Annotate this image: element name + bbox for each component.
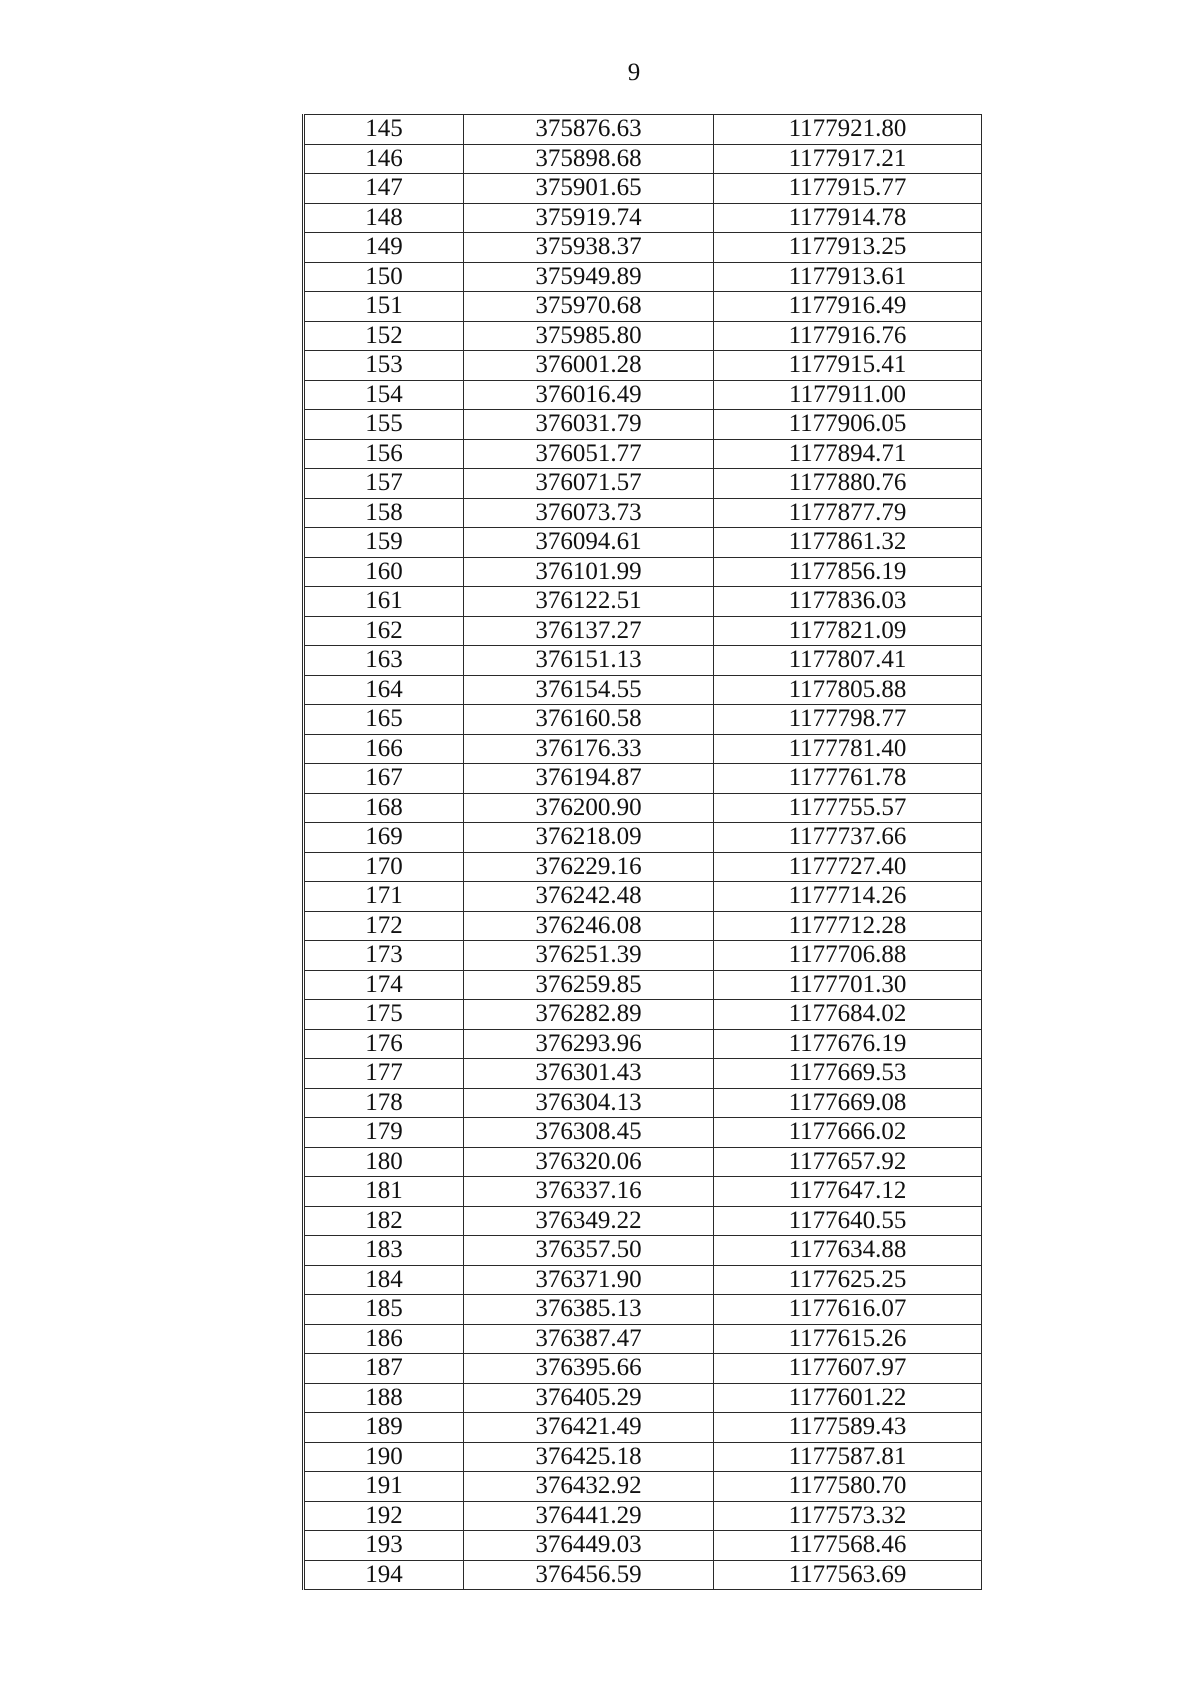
y-coordinate-cell: 1177877.79: [714, 498, 982, 528]
table-row: [304, 1383, 982, 1413]
x-coordinate-cell: 375898.68: [464, 144, 714, 174]
table-row: [304, 1442, 982, 1472]
table-row: [304, 1560, 982, 1590]
y-coordinate-cell: 1177821.09: [714, 616, 982, 646]
table-row: [304, 144, 982, 174]
x-coordinate-cell: 375938.37: [464, 233, 714, 263]
y-coordinate-cell: 1177706.88: [714, 941, 982, 971]
table-row: [304, 1059, 982, 1089]
y-coordinate-cell: 1177915.41: [714, 351, 982, 381]
x-coordinate-cell: 376320.06: [464, 1147, 714, 1177]
x-coordinate-cell: 376246.08: [464, 911, 714, 941]
point-number-cell: 183: [304, 1236, 464, 1266]
table-row: [304, 823, 982, 853]
point-number-cell: 159: [304, 528, 464, 558]
point-number-cell: 163: [304, 646, 464, 676]
y-coordinate-cell: 1177676.19: [714, 1029, 982, 1059]
table-row: [304, 1147, 982, 1177]
point-number-cell: 160: [304, 557, 464, 587]
point-number-cell: 149: [304, 233, 464, 263]
table-row: [304, 1088, 982, 1118]
point-number-cell: 185: [304, 1295, 464, 1325]
x-coordinate-cell: 375919.74: [464, 203, 714, 233]
table-row: [304, 587, 982, 617]
y-coordinate-cell: 1177836.03: [714, 587, 982, 617]
y-coordinate-cell: 1177684.02: [714, 1000, 982, 1030]
x-coordinate-cell: 375985.80: [464, 321, 714, 351]
y-coordinate-cell: 1177861.32: [714, 528, 982, 558]
y-coordinate-cell: 1177805.88: [714, 675, 982, 705]
point-number-cell: 187: [304, 1354, 464, 1384]
x-coordinate-cell: 376051.77: [464, 439, 714, 469]
point-number-cell: 151: [304, 292, 464, 322]
y-coordinate-cell: 1177807.41: [714, 646, 982, 676]
table-row: [304, 1324, 982, 1354]
table-row: [304, 1472, 982, 1502]
point-number-cell: 188: [304, 1383, 464, 1413]
y-coordinate-cell: 1177625.25: [714, 1265, 982, 1295]
x-coordinate-cell: 376449.03: [464, 1531, 714, 1561]
table-row: [304, 557, 982, 587]
point-number-cell: 170: [304, 852, 464, 882]
point-number-cell: 156: [304, 439, 464, 469]
point-number-cell: 190: [304, 1442, 464, 1472]
x-coordinate-cell: 376160.58: [464, 705, 714, 735]
point-number-cell: 178: [304, 1088, 464, 1118]
point-number-cell: 162: [304, 616, 464, 646]
table-row: [304, 793, 982, 823]
x-coordinate-cell: 375901.65: [464, 174, 714, 204]
x-coordinate-cell: 376031.79: [464, 410, 714, 440]
x-coordinate-cell: 376101.99: [464, 557, 714, 587]
table-row: [304, 321, 982, 351]
point-number-cell: 192: [304, 1501, 464, 1531]
x-coordinate-cell: 376371.90: [464, 1265, 714, 1295]
table-row: [304, 882, 982, 912]
table-row: [304, 262, 982, 292]
table-row: [304, 292, 982, 322]
point-number-cell: 157: [304, 469, 464, 499]
x-coordinate-cell: 376242.48: [464, 882, 714, 912]
x-coordinate-cell: 376194.87: [464, 764, 714, 794]
x-coordinate-cell: 375876.63: [464, 115, 714, 145]
table-row: [304, 1029, 982, 1059]
point-number-cell: 147: [304, 174, 464, 204]
table-row: [304, 115, 982, 145]
point-number-cell: 181: [304, 1177, 464, 1207]
y-coordinate-cell: 1177880.76: [714, 469, 982, 499]
table-row: [304, 616, 982, 646]
x-coordinate-cell: 376259.85: [464, 970, 714, 1000]
x-coordinate-cell: 376421.49: [464, 1413, 714, 1443]
y-coordinate-cell: 1177755.57: [714, 793, 982, 823]
y-coordinate-cell: 1177601.22: [714, 1383, 982, 1413]
x-coordinate-cell: 376337.16: [464, 1177, 714, 1207]
x-coordinate-cell: 376441.29: [464, 1501, 714, 1531]
x-coordinate-cell: 376405.29: [464, 1383, 714, 1413]
table-row: [304, 1413, 982, 1443]
table-row: [304, 1354, 982, 1384]
table-row: [304, 764, 982, 794]
table-row: [304, 970, 982, 1000]
y-coordinate-cell: 1177856.19: [714, 557, 982, 587]
y-coordinate-cell: 1177669.53: [714, 1059, 982, 1089]
table-row: [304, 528, 982, 558]
table-row: [304, 469, 982, 499]
y-coordinate-cell: 1177916.76: [714, 321, 982, 351]
table-row: [304, 1118, 982, 1148]
y-coordinate-cell: 1177568.46: [714, 1531, 982, 1561]
coordinate-table: [302, 114, 982, 1590]
x-coordinate-cell: 376301.43: [464, 1059, 714, 1089]
point-number-cell: 177: [304, 1059, 464, 1089]
point-number-cell: 172: [304, 911, 464, 941]
point-number-cell: 166: [304, 734, 464, 764]
x-coordinate-cell: 376385.13: [464, 1295, 714, 1325]
x-coordinate-cell: 376137.27: [464, 616, 714, 646]
y-coordinate-cell: 1177906.05: [714, 410, 982, 440]
x-coordinate-cell: 376282.89: [464, 1000, 714, 1030]
x-coordinate-cell: 376251.39: [464, 941, 714, 971]
table-row: [304, 1295, 982, 1325]
y-coordinate-cell: 1177727.40: [714, 852, 982, 882]
point-number-cell: 194: [304, 1560, 464, 1590]
y-coordinate-cell: 1177921.80: [714, 115, 982, 145]
point-number-cell: 145: [304, 115, 464, 145]
y-coordinate-cell: 1177573.32: [714, 1501, 982, 1531]
y-coordinate-cell: 1177737.66: [714, 823, 982, 853]
x-coordinate-cell: 376016.49: [464, 380, 714, 410]
coordinate-table-body: [304, 115, 982, 1590]
y-coordinate-cell: 1177666.02: [714, 1118, 982, 1148]
y-coordinate-cell: 1177701.30: [714, 970, 982, 1000]
y-coordinate-cell: 1177657.92: [714, 1147, 982, 1177]
page-number: 9: [627, 59, 641, 86]
table-row: [304, 203, 982, 233]
y-coordinate-cell: 1177917.21: [714, 144, 982, 174]
table-row: [304, 911, 982, 941]
y-coordinate-cell: 1177647.12: [714, 1177, 982, 1207]
y-coordinate-cell: 1177563.69: [714, 1560, 982, 1590]
table-row: [304, 351, 982, 381]
x-coordinate-cell: 376357.50: [464, 1236, 714, 1266]
x-coordinate-cell: 376151.13: [464, 646, 714, 676]
point-number-cell: 186: [304, 1324, 464, 1354]
y-coordinate-cell: 1177911.00: [714, 380, 982, 410]
table-row: [304, 1501, 982, 1531]
point-number-cell: 167: [304, 764, 464, 794]
y-coordinate-cell: 1177781.40: [714, 734, 982, 764]
point-number-cell: 171: [304, 882, 464, 912]
y-coordinate-cell: 1177913.61: [714, 262, 982, 292]
y-coordinate-cell: 1177914.78: [714, 203, 982, 233]
x-coordinate-cell: 376094.61: [464, 528, 714, 558]
x-coordinate-cell: 376304.13: [464, 1088, 714, 1118]
x-coordinate-cell: 376387.47: [464, 1324, 714, 1354]
x-coordinate-cell: 376073.73: [464, 498, 714, 528]
x-coordinate-cell: 376425.18: [464, 1442, 714, 1472]
x-coordinate-cell: 376122.51: [464, 587, 714, 617]
point-number-cell: 153: [304, 351, 464, 381]
x-coordinate-cell: 375970.68: [464, 292, 714, 322]
x-coordinate-cell: 376395.66: [464, 1354, 714, 1384]
point-number-cell: 161: [304, 587, 464, 617]
y-coordinate-cell: 1177589.43: [714, 1413, 982, 1443]
x-coordinate-cell: 376349.22: [464, 1206, 714, 1236]
point-number-cell: 150: [304, 262, 464, 292]
table-row: [304, 1206, 982, 1236]
point-number-cell: 154: [304, 380, 464, 410]
x-coordinate-cell: 376154.55: [464, 675, 714, 705]
table-row: [304, 439, 982, 469]
point-number-cell: 193: [304, 1531, 464, 1561]
point-number-cell: 175: [304, 1000, 464, 1030]
table-row: [304, 233, 982, 263]
y-coordinate-cell: 1177607.97: [714, 1354, 982, 1384]
point-number-cell: 179: [304, 1118, 464, 1148]
y-coordinate-cell: 1177640.55: [714, 1206, 982, 1236]
y-coordinate-cell: 1177587.81: [714, 1442, 982, 1472]
table-row: [304, 1236, 982, 1266]
x-coordinate-cell: 376200.90: [464, 793, 714, 823]
x-coordinate-cell: 376071.57: [464, 469, 714, 499]
y-coordinate-cell: 1177714.26: [714, 882, 982, 912]
x-coordinate-cell: 376218.09: [464, 823, 714, 853]
point-number-cell: 158: [304, 498, 464, 528]
y-coordinate-cell: 1177913.25: [714, 233, 982, 263]
y-coordinate-cell: 1177894.71: [714, 439, 982, 469]
y-coordinate-cell: 1177712.28: [714, 911, 982, 941]
table-row: [304, 852, 982, 882]
x-coordinate-cell: 375949.89: [464, 262, 714, 292]
table-row: [304, 498, 982, 528]
y-coordinate-cell: 1177798.77: [714, 705, 982, 735]
y-coordinate-cell: 1177916.49: [714, 292, 982, 322]
x-coordinate-cell: 376176.33: [464, 734, 714, 764]
point-number-cell: 165: [304, 705, 464, 735]
table-row: [304, 1265, 982, 1295]
point-number-cell: 184: [304, 1265, 464, 1295]
x-coordinate-cell: 376293.96: [464, 1029, 714, 1059]
table-row: [304, 410, 982, 440]
y-coordinate-cell: 1177634.88: [714, 1236, 982, 1266]
table-row: [304, 1000, 982, 1030]
point-number-cell: 169: [304, 823, 464, 853]
point-number-cell: 148: [304, 203, 464, 233]
table-row: [304, 380, 982, 410]
point-number-cell: 191: [304, 1472, 464, 1502]
table-row: [304, 734, 982, 764]
x-coordinate-cell: 376001.28: [464, 351, 714, 381]
table-row: [304, 705, 982, 735]
point-number-cell: 182: [304, 1206, 464, 1236]
y-coordinate-cell: 1177580.70: [714, 1472, 982, 1502]
x-coordinate-cell: 376308.45: [464, 1118, 714, 1148]
point-number-cell: 146: [304, 144, 464, 174]
y-coordinate-cell: 1177616.07: [714, 1295, 982, 1325]
x-coordinate-cell: 376229.16: [464, 852, 714, 882]
point-number-cell: 176: [304, 1029, 464, 1059]
point-number-cell: 174: [304, 970, 464, 1000]
y-coordinate-cell: 1177915.77: [714, 174, 982, 204]
table-row: [304, 941, 982, 971]
point-number-cell: 168: [304, 793, 464, 823]
point-number-cell: 189: [304, 1413, 464, 1443]
x-coordinate-cell: 376456.59: [464, 1560, 714, 1590]
table-row: [304, 1177, 982, 1207]
point-number-cell: 164: [304, 675, 464, 705]
point-number-cell: 173: [304, 941, 464, 971]
y-coordinate-cell: 1177761.78: [714, 764, 982, 794]
point-number-cell: 180: [304, 1147, 464, 1177]
point-number-cell: 152: [304, 321, 464, 351]
table-row: [304, 174, 982, 204]
point-number-cell: 155: [304, 410, 464, 440]
table-row: [304, 646, 982, 676]
y-coordinate-cell: 1177669.08: [714, 1088, 982, 1118]
table-row: [304, 1531, 982, 1561]
x-coordinate-cell: 376432.92: [464, 1472, 714, 1502]
table-row: [304, 675, 982, 705]
y-coordinate-cell: 1177615.26: [714, 1324, 982, 1354]
